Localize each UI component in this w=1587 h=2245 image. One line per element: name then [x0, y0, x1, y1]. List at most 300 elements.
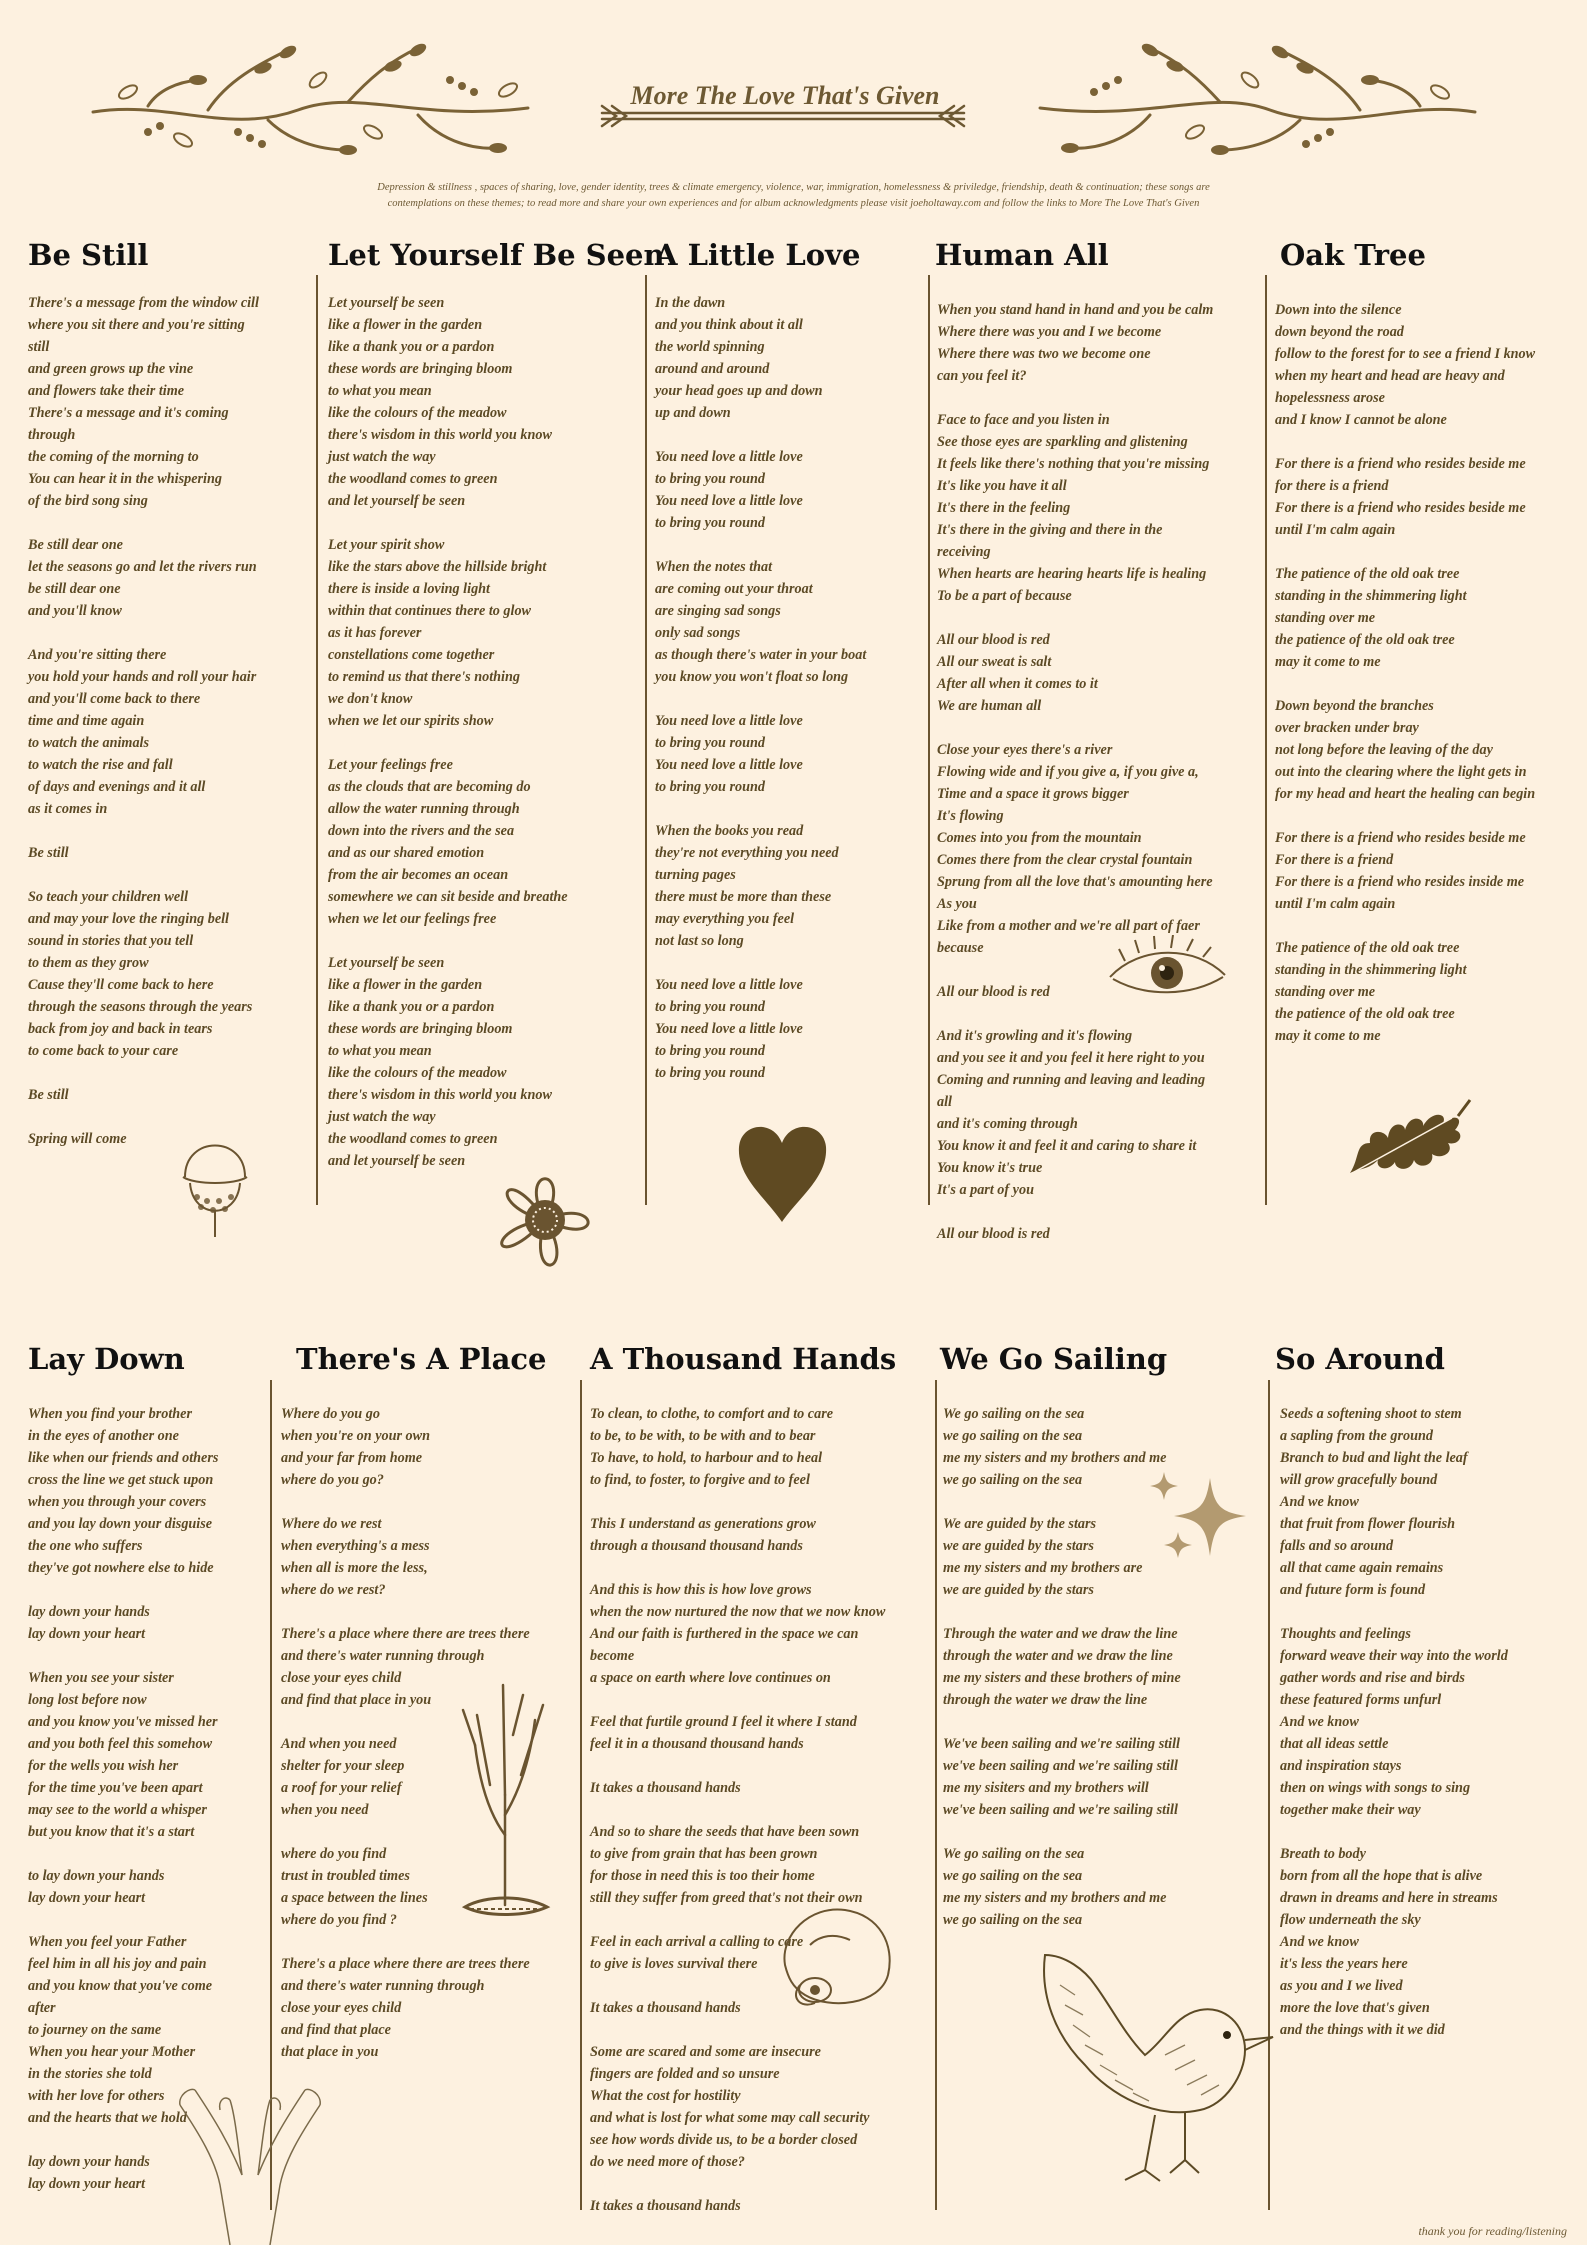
- stanza-break: [281, 1931, 571, 1953]
- lyric-line: to give is loves survival there: [590, 1956, 758, 1972]
- lyric-line: just watch the way: [328, 449, 436, 465]
- oak-leaf-icon: [1340, 1088, 1475, 1183]
- lyric-line: Coming and running and leaving and leading: [937, 1072, 1206, 1088]
- lyric-line: to bring you round: [655, 515, 765, 531]
- lyric-line: close your eyes child: [281, 1670, 402, 1686]
- lyric-line: When you feel your Father: [28, 1934, 187, 1950]
- lyric-line: as it has forever: [328, 625, 422, 641]
- lyric-line: will grow gracefully bound: [1280, 1472, 1438, 1488]
- lyric-line: For there is a friend who resides beside me: [1275, 500, 1526, 516]
- lyric-line: a space on earth where love continues on: [590, 1670, 831, 1686]
- song-title: So Around: [1275, 1342, 1445, 1376]
- lyric-line: of days and evenings and it all: [28, 779, 206, 795]
- lyric-line: in the stories she told: [28, 2066, 152, 2082]
- lyric-line: For there is a friend who resides beside me: [1275, 456, 1526, 472]
- stanza-break: [28, 1062, 318, 1084]
- lyric-line: You know it's true: [937, 1160, 1043, 1176]
- stanza-break: [590, 2019, 935, 2041]
- stanza-break: [590, 1557, 935, 1579]
- stanza-break: [1280, 1601, 1585, 1623]
- lyric-line: allow the water running through: [328, 801, 520, 817]
- lyric-line: when we let our feelings free: [328, 911, 497, 927]
- lyric-line: for those in need this is too their home: [590, 1868, 815, 1884]
- lyric-line: a space between the lines: [281, 1890, 428, 1906]
- lyric-line: are coming out your throat: [655, 581, 813, 597]
- lyric-line: all: [937, 1094, 952, 1110]
- lyric-line: to bring you round: [655, 1043, 765, 1059]
- lyric-line: like when our friends and others: [28, 1450, 219, 1466]
- lyric-line: When the notes that: [655, 559, 773, 575]
- lyric-line: and your far from home: [281, 1450, 423, 1466]
- lyric-line: there must be more than these: [655, 889, 832, 905]
- stanza-break: [28, 1645, 273, 1667]
- lyric-line: When you hear your Mother: [28, 2044, 196, 2060]
- song-title: There's A Place: [296, 1342, 547, 1376]
- lyric-line: lay down your heart: [28, 2176, 146, 2192]
- lyric-line: and green grows up the vine: [28, 361, 194, 377]
- lyric-line: and future form is found: [1280, 1582, 1426, 1598]
- lyric-line: You need love a little love: [655, 713, 803, 729]
- song-title: A Little Love: [655, 238, 861, 272]
- lyric-line: To have, to hold, to harbour and to heal: [590, 1450, 823, 1466]
- lyric-line: that fruit from flower flourish: [1280, 1516, 1456, 1532]
- lyric-line: and you see it and you feel it here right to you: [937, 1050, 1205, 1066]
- lyric-line: When you stand hand in hand and you be calm: [937, 302, 1214, 318]
- lyric-line: close your eyes child: [281, 2000, 402, 2016]
- lyric-line: you hold your hands and roll your hair: [28, 669, 257, 685]
- title-arrow-rule: [598, 100, 968, 130]
- lyric-line: fingers are folded and so unsure: [590, 2066, 780, 2082]
- lyric-line: falls and so around: [1280, 1538, 1394, 1554]
- song-title: Let Yourself Be Seen: [328, 238, 665, 272]
- lyric-line: When hearts are hearing hearts life is healing: [937, 566, 1207, 582]
- lyric-line: Time and a space it grows bigger: [937, 786, 1129, 802]
- song-lyrics: [1275, 299, 1585, 1047]
- lyric-line: then on wings with songs to sing: [1280, 1780, 1471, 1796]
- lyric-line: All our blood is red: [937, 1226, 1050, 1242]
- song-title: Lay Down: [28, 1342, 185, 1376]
- lyric-line: may see to the world a whisper: [28, 1802, 207, 1818]
- lyric-line: not long before the leaving of the day: [1275, 742, 1493, 758]
- lyric-line: to lay down your hands: [28, 1868, 165, 1884]
- lyric-line: there is inside a loving light: [328, 581, 490, 597]
- lyric-line: where do you go?: [281, 1472, 384, 1488]
- lyric-line: There's a place where there are trees there: [281, 1956, 530, 1972]
- lyric-line: Cause they'll come back to here: [28, 977, 214, 993]
- lyric-line: It takes a thousand hands: [590, 2198, 741, 2214]
- lyric-line: Spring will come: [28, 1131, 127, 1147]
- lyric-line: Where there was you and I we become: [937, 324, 1162, 340]
- lyric-line: And we know: [1280, 1934, 1359, 1950]
- lyric-line: and inspiration stays: [1280, 1758, 1402, 1774]
- lyric-line: the patience of the old oak tree: [1275, 632, 1455, 648]
- lyric-line: Thoughts and feelings: [1280, 1626, 1411, 1642]
- lyric-line: the one who suffers: [28, 1538, 143, 1554]
- lyric-line: are singing sad songs: [655, 603, 781, 619]
- lyric-line: It's there in the feeling: [937, 500, 1071, 516]
- lyric-line: the world spinning: [655, 339, 765, 355]
- lyric-line: And you're sitting there: [28, 647, 167, 663]
- lyric-line: through a thousand thousand hands: [590, 1538, 803, 1554]
- lyric-line: Let yourself be seen: [328, 955, 445, 971]
- lyric-line: What the cost for hostility: [590, 2088, 741, 2104]
- lyric-line: The patience of the old oak tree: [1275, 940, 1460, 956]
- lyric-line: it's less the years here: [1280, 1956, 1408, 1972]
- lyric-line: We go sailing on the sea: [943, 1846, 1085, 1862]
- stanza-break: [943, 1601, 1263, 1623]
- lyric-line: to find, to foster, to forgive and to feel: [590, 1472, 810, 1488]
- lyric-line: Down beyond the branches: [1275, 698, 1434, 714]
- lyric-line: these featured forms unfurl: [1280, 1692, 1442, 1708]
- lyric-line: drawn in dreams and here in streams: [1280, 1890, 1498, 1906]
- lyric-line: for my head and heart the healing can begin: [1275, 786, 1536, 802]
- stanza-break: [937, 717, 1262, 739]
- lyric-line: there's wisdom in this world you know: [328, 427, 552, 443]
- lyric-line: For there is a friend: [1275, 852, 1394, 868]
- lyric-line: as though there's water in your boat: [655, 647, 867, 663]
- lyric-line: can you feel it?: [937, 368, 1027, 384]
- lyric-line: become: [590, 1648, 635, 1664]
- lyric-line: to bring you round: [655, 779, 765, 795]
- lyric-line: to what you mean: [328, 1043, 432, 1059]
- lyric-line: we've been sailing and we're sailing still: [943, 1758, 1178, 1774]
- lyric-line: In the dawn: [655, 295, 726, 311]
- lyric-line: when you need: [281, 1802, 369, 1818]
- lyric-line: and what is lost for what some may call security: [590, 2110, 870, 2126]
- lyric-line: It's flowing: [937, 808, 1004, 824]
- lyric-line: to watch the animals: [28, 735, 150, 751]
- eye-icon: [1105, 935, 1230, 1010]
- lyric-line: we go sailing on the sea: [943, 1912, 1083, 1928]
- stanza-break: [28, 1843, 273, 1865]
- lyric-line: where do we rest?: [281, 1582, 386, 1598]
- lyric-line: constellations come together: [328, 647, 495, 663]
- lyric-line: and you'll come back to there: [28, 691, 201, 707]
- lyric-line: like the stars above the hillside bright: [328, 559, 547, 575]
- stanza-break: [28, 1579, 273, 1601]
- lyric-line: When the books you read: [655, 823, 804, 839]
- lyric-line: All our blood is red: [937, 984, 1050, 1000]
- lyric-line: to bring you round: [655, 471, 765, 487]
- lyric-line: for the time you've been apart: [28, 1780, 203, 1796]
- lyric-line: born from all the hope that is alive: [1280, 1868, 1483, 1884]
- footer-note: thank you for reading/listening: [1418, 2224, 1567, 2238]
- lyric-line: turning pages: [655, 867, 736, 883]
- lyric-line: may it come to me: [1275, 1028, 1381, 1044]
- lyric-line: to come back to your care: [28, 1043, 179, 1059]
- lyric-line: to be, to be with, to be with and to bear: [590, 1428, 816, 1444]
- lyric-line: It feels like there's nothing that you're missing: [937, 456, 1210, 472]
- stanza-break: [28, 1106, 318, 1128]
- lyric-line: There's a message from the window cill: [28, 295, 259, 311]
- stanza-break: [28, 1909, 273, 1931]
- lyric-line: hopelessness arose: [1275, 390, 1385, 406]
- lyric-line: these words are bringing bloom: [328, 1021, 513, 1037]
- lyric-line: This I understand as generations grow: [590, 1516, 816, 1532]
- lyric-line: and the things with it we did: [1280, 2022, 1445, 2038]
- lyric-line: standing in the shimmering light: [1275, 962, 1467, 978]
- lyric-line: and you lay down your disguise: [28, 1516, 213, 1532]
- lyric-line: When you find your brother: [28, 1406, 192, 1422]
- lyric-line: feel him in all his joy and pain: [28, 1956, 207, 1972]
- lyric-line: until I'm calm again: [1275, 896, 1396, 912]
- acorn-icon: [175, 1115, 255, 1240]
- lyric-line: and may your love the ringing bell: [28, 911, 229, 927]
- column-divider: [645, 275, 647, 1205]
- song-lyrics: [1280, 1403, 1585, 2041]
- lyric-line: Face to face and you listen in: [937, 412, 1110, 428]
- stanza-break: [937, 387, 1262, 409]
- lyric-line: It's a part of you: [937, 1182, 1034, 1198]
- lyric-line: through the water and we draw the line: [943, 1648, 1173, 1664]
- song-title: Be Still: [28, 238, 149, 272]
- lyric-line: Be still: [28, 845, 69, 861]
- stanza-break: [590, 2173, 935, 2195]
- lyric-line: still: [28, 339, 50, 355]
- stanza-break: [28, 622, 318, 644]
- song-title: Human All: [935, 238, 1109, 272]
- stanza-break: [28, 512, 318, 534]
- lyric-line: like a flower in the garden: [328, 317, 483, 333]
- lyric-line: and you know you've missed her: [28, 1714, 218, 1730]
- stanza-break: [1280, 1821, 1585, 1843]
- lyric-line: like a thank you or a pardon: [328, 999, 495, 1015]
- lyric-line: To clean, to clothe, to comfort and to care: [590, 1406, 834, 1422]
- song-lyrics: [655, 292, 930, 1084]
- lyric-line: It takes a thousand hands: [590, 1780, 741, 1796]
- stanza-break: [590, 1799, 935, 1821]
- lyric-line: We go sailing on the sea: [943, 1406, 1085, 1422]
- lyric-line: the patience of the old oak tree: [1275, 1006, 1455, 1022]
- lyric-line: and you know that you've come: [28, 1978, 213, 1994]
- lyric-line: You need love a little love: [655, 449, 803, 465]
- lyric-line: standing in the shimmering light: [1275, 588, 1467, 604]
- heart-icon: [735, 1117, 830, 1225]
- stanza-break: [328, 930, 648, 952]
- stanza-break: [28, 820, 318, 842]
- lyric-line: trust in troubled times: [281, 1868, 410, 1884]
- stanza-break: [590, 1491, 935, 1513]
- lyric-line: to journey on the same: [28, 2022, 162, 2038]
- lyric-line: until I'm calm again: [1275, 522, 1396, 538]
- lyric-line: to them as they grow: [28, 955, 149, 971]
- lyric-line: they've got nowhere else to hide: [28, 1560, 214, 1576]
- lyric-line: flow underneath the sky: [1280, 1912, 1421, 1928]
- lyric-line: and flowers take their time: [28, 383, 185, 399]
- lyric-line: we are guided by the stars: [943, 1582, 1094, 1598]
- lyric-line: they're not everything you need: [655, 845, 839, 861]
- stanza-break: [1275, 673, 1585, 695]
- hands-icon: [160, 2065, 340, 2245]
- column-divider: [580, 1380, 582, 2210]
- lyric-line: you know you won't float so long: [655, 669, 849, 685]
- lyric-line: Let your feelings free: [328, 757, 453, 773]
- intro-text: Depression & stillness , spaces of sharing, love, gender identity, trees & climate emergency, violence, war, immigration, homelessness & priviledge, friendship, death & continuation; these songs are contemplations on these themes; to read more and share your own experiences and for album acknowledgments please visit joeholtaway.com and follow the links to More The Love That's Given: [377, 182, 1210, 209]
- lyric-line: And our faith is furthered in the space we can: [590, 1626, 859, 1642]
- lyric-line: somewhere we can sit beside and breathe: [328, 889, 568, 905]
- lyric-line: we go sailing on the sea: [943, 1868, 1083, 1884]
- stanza-break: [590, 1689, 935, 1711]
- lyric-line: there's wisdom in this world you know: [328, 1087, 552, 1103]
- lyric-line: not last so long: [655, 933, 744, 949]
- lyric-line: let the seasons go and let the rivers run: [28, 559, 257, 575]
- lyric-line: as you and I we lived: [1280, 1978, 1403, 1994]
- stanza-break: [937, 1201, 1262, 1223]
- lyric-line: All our sweat is salt: [937, 654, 1052, 670]
- lyric-line: Branch to bud and light the leaf: [1280, 1450, 1468, 1466]
- lyric-line: lay down your hands: [28, 2154, 150, 2170]
- lyric-line: sound in stories that you tell: [28, 933, 194, 949]
- stanza-break: [655, 534, 930, 556]
- lyric-line: The patience of the old oak tree: [1275, 566, 1460, 582]
- lyric-line: a roof for your relief: [281, 1780, 402, 1796]
- lyric-line: And this is how this is how love grows: [590, 1582, 812, 1598]
- lyric-line: me my sisters and my brothers are: [943, 1560, 1143, 1576]
- lyric-line: Where do you go: [281, 1406, 380, 1422]
- lyric-line: feel it in a thousand thousand hands: [590, 1736, 804, 1752]
- song-lyrics: [937, 299, 1262, 1245]
- lyric-line: Through the water and we draw the line: [943, 1626, 1178, 1642]
- lyric-line: the woodland comes to green: [328, 1131, 498, 1147]
- lyric-line: receiving: [937, 544, 991, 560]
- lyric-line: and you think about it all: [655, 317, 803, 333]
- song-lyrics: [28, 292, 318, 1150]
- lyric-line: Comes there from the clear crystal fountain: [937, 852, 1193, 868]
- column-divider: [316, 275, 318, 1205]
- lyric-line: And when you need: [281, 1736, 397, 1752]
- column-divider: [928, 275, 930, 1205]
- lyric-line: where do you find ?: [281, 1912, 397, 1928]
- lyric-line: Where there was two we become one: [937, 346, 1151, 362]
- lyric-line: and find that place: [281, 2022, 391, 2038]
- lyric-line: long lost before now: [28, 1692, 147, 1708]
- lyric-line: to bring you round: [655, 735, 765, 751]
- lyric-line: when the now nurtured the now that we now know: [590, 1604, 886, 1620]
- lyric-line: So teach your children well: [28, 889, 189, 905]
- lyric-line: to bring you round: [655, 999, 765, 1015]
- lyric-line: Let your spirit show: [328, 537, 445, 553]
- lyric-line: Seeds a softening shoot to stem: [1280, 1406, 1462, 1422]
- lyric-line: the woodland comes to green: [328, 471, 498, 487]
- lyric-line: to give from grain that has been grown: [590, 1846, 818, 1862]
- lyric-line: and let yourself be seen: [328, 1153, 466, 1169]
- lyric-line: may it come to me: [1275, 654, 1381, 670]
- lyric-line: Feel in each arrival a calling to care: [590, 1934, 804, 1950]
- lyric-line: time and time again: [28, 713, 145, 729]
- stanza-break: [281, 1491, 571, 1513]
- stanza-break: [943, 1711, 1263, 1733]
- lyric-line: together make their way: [1280, 1802, 1421, 1818]
- lyric-line: may everything you feel: [655, 911, 795, 927]
- stanza-break: [590, 1755, 935, 1777]
- lyric-line: a sapling from the ground: [1280, 1428, 1433, 1444]
- lyric-line: me my sisiters and my brothers will: [943, 1780, 1149, 1796]
- lyric-line: through the seasons through the years: [28, 999, 253, 1015]
- lyric-line: to watch the rise and fall: [28, 757, 173, 773]
- song-title: Oak Tree: [1280, 238, 1426, 272]
- lyric-line: standing over me: [1275, 984, 1376, 1000]
- right-vine-ornament: [1030, 40, 1480, 170]
- lyric-line: lay down your heart: [28, 1890, 146, 1906]
- lyric-line: and there's water running through: [281, 1648, 485, 1664]
- lyric-line: and the hearts that we hold: [28, 2110, 187, 2126]
- lyric-line: Flowing wide and if you give a, if you give a,: [937, 764, 1199, 780]
- lyric-line: down beyond the road: [1275, 324, 1404, 340]
- lyric-line: It's there in the giving and there in the: [937, 522, 1163, 538]
- lyric-line: gather words and rise and birds: [1280, 1670, 1465, 1686]
- lyric-line: do we need more of those?: [590, 2154, 745, 2170]
- lyric-line: from the air becomes an ocean: [328, 867, 509, 883]
- lyric-line: be still dear one: [28, 581, 121, 597]
- lyric-line: It takes a thousand hands: [590, 2000, 741, 2016]
- lyric-line: as it comes in: [28, 801, 108, 817]
- stanza-break: [655, 952, 930, 974]
- lyric-line: All our blood is red: [937, 632, 1050, 648]
- stanza-break: [943, 1821, 1263, 1843]
- lyric-line: where you sit there and you're sitting: [28, 317, 245, 333]
- lyric-line: when you through your covers: [28, 1494, 207, 1510]
- lyric-line: Sprung from all the love that's amounting here: [937, 874, 1213, 890]
- lyric-line: see how words divide us, to be a border closed: [590, 2132, 858, 2148]
- lyric-line: around and around: [655, 361, 770, 377]
- lyric-line: the coming of the morning to: [28, 449, 199, 465]
- lyric-line: Comes into you from the mountain: [937, 830, 1142, 846]
- lyric-line: cross the line we get stuck upon: [28, 1472, 214, 1488]
- lyric-line: Feel that furtile ground I feel it where I stand: [590, 1714, 857, 1730]
- lyric-line: and it's coming through: [937, 1116, 1078, 1132]
- lyric-line: To be a part of because: [937, 588, 1072, 604]
- lyric-line: shelter for your sleep: [281, 1758, 405, 1774]
- stanza-break: [655, 688, 930, 710]
- lyric-line: Be still: [28, 1087, 69, 1103]
- stanza-break: [328, 512, 648, 534]
- lyric-line: You need love a little love: [655, 493, 803, 509]
- stanza-break: [937, 607, 1262, 629]
- lyric-line: me my sisters and my brothers and me: [943, 1890, 1167, 1906]
- lyric-line: And so to share the seeds that have been sown: [590, 1824, 860, 1840]
- lyric-line: for the wells you wish her: [28, 1758, 179, 1774]
- lyric-line: like the colours of the meadow: [328, 405, 507, 421]
- stanza-break: [1275, 915, 1585, 937]
- lyric-line: We are guided by the stars: [943, 1516, 1097, 1532]
- column-divider: [1265, 275, 1267, 1205]
- lyric-line: only sad songs: [655, 625, 741, 641]
- lyric-line: standing over me: [1275, 610, 1376, 626]
- lyric-line: like a thank you or a pardon: [328, 339, 495, 355]
- lyric-line: Where do we rest: [281, 1516, 382, 1532]
- lyric-line: we go sailing on the sea: [943, 1428, 1083, 1444]
- lyric-line: me my sisters and my brothers and me: [943, 1450, 1167, 1466]
- song-title: We Go Sailing: [940, 1342, 1168, 1376]
- lyric-line: You need love a little love: [655, 1021, 803, 1037]
- stanza-break: [328, 732, 648, 754]
- lyric-line: we go sailing on the sea: [943, 1472, 1083, 1488]
- lyric-line: And we know: [1280, 1714, 1359, 1730]
- lyric-line: all that came again remains: [1280, 1560, 1444, 1576]
- lyric-line: Close your eyes there's a river: [937, 742, 1113, 758]
- lyric-line: up and down: [655, 405, 731, 421]
- lyric-line: through: [28, 427, 76, 443]
- lyric-line: As you: [937, 896, 977, 912]
- lyric-line: like a flower in the garden: [328, 977, 483, 993]
- lyric-line: me my sisters and these brothers of mine: [943, 1670, 1181, 1686]
- lyric-line: After all when it comes to it: [937, 676, 1098, 692]
- lyric-line: You need love a little love: [655, 977, 803, 993]
- left-vine-ornament: [88, 40, 538, 170]
- lyric-line: There's a message and it's coming: [28, 405, 229, 421]
- lyric-line: Down into the silence: [1275, 302, 1402, 318]
- lyric-line: we don't know: [328, 691, 413, 707]
